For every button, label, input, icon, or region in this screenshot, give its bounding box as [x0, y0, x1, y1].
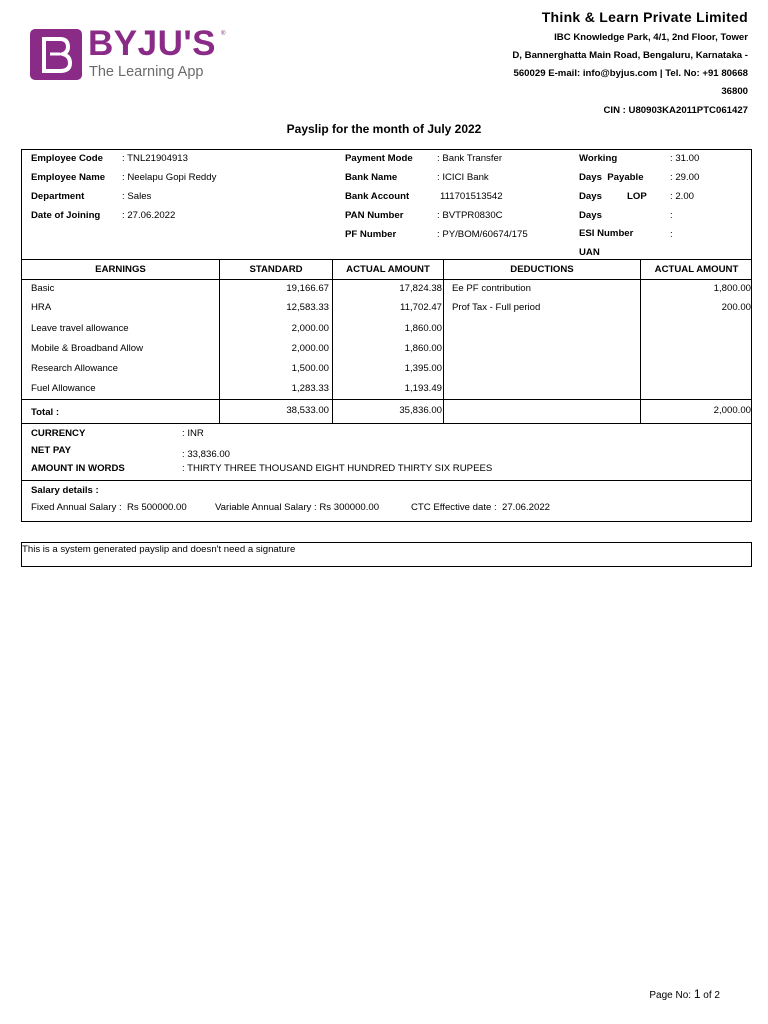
earning-name: Leave travel allowance [31, 323, 129, 334]
pan-value: : BVTPR0830C [437, 210, 503, 221]
currency-value: : INR [182, 428, 204, 439]
total-divider [22, 399, 751, 400]
page-number-current: 1 [693, 987, 701, 1001]
pf-label: PF Number [345, 229, 397, 240]
total-label: Total : [31, 407, 60, 418]
header-earnings: EARNINGS [95, 264, 146, 275]
employee-name-value: : Neelapu Gopi Reddy [122, 172, 217, 183]
employee-name-label: Employee Name [31, 172, 106, 183]
header-divider [22, 279, 751, 280]
salary-details-heading: Salary details : [31, 485, 99, 496]
page-number [649, 987, 720, 1001]
company-cin: CIN : U80903KA2011PTC061427 [603, 105, 748, 116]
logo-trademark: ® [221, 31, 226, 37]
employee-info-box [21, 149, 752, 260]
salary-details-box [21, 480, 752, 522]
earning-name: Mobile & Broadband Allow [31, 343, 143, 354]
bank-name-value: : ICICI Bank [437, 172, 489, 183]
bank-account-label: Bank Account [345, 191, 410, 202]
earning-actual: 1,860.00 [404, 343, 442, 354]
earning-standard: 2,000.00 [291, 323, 329, 334]
byjus-logo-mark-icon [30, 29, 82, 80]
company-name: Think & Learn Private Limited [541, 9, 748, 25]
lop-value: : 2.00 [670, 191, 695, 202]
fixed-annual-salary: Fixed Annual Salary : Rs 500000.00 [31, 502, 187, 513]
employee-code-value: : TNL21904913 [122, 153, 188, 164]
earning-standard: 1,500.00 [291, 363, 329, 374]
earning-actual: 11,702.47 [400, 302, 442, 313]
earning-standard: 12,583.33 [286, 302, 329, 313]
net-pay-box [21, 423, 752, 481]
company-info [448, 8, 748, 120]
system-generated-note: This is a system generated payslip and doesn't need a signature [22, 544, 296, 555]
address-line: IBC Knowledge Park, 4/1, 2nd Floor, Tower [554, 32, 748, 43]
esi-label: ESI Number [579, 228, 634, 239]
amount-in-words-label: AMOUNT IN WORDS [31, 463, 125, 474]
system-generated-note-box [21, 542, 752, 567]
variable-annual-salary: Variable Annual Salary : Rs 300000.00 [215, 502, 380, 513]
earning-actual: 1,395.00 [404, 363, 442, 374]
bank-name-label: Bank Name [345, 172, 398, 183]
earning-standard: 1,283.33 [291, 383, 329, 394]
payslip-title: Payslip for the month of July 2022 [286, 122, 482, 136]
working-value: : 31.00 [670, 153, 700, 164]
doj-label: Date of Joining [31, 210, 101, 221]
address-line: D, Bannerghatta Main Road, Bengaluru, Karnataka - [512, 50, 748, 61]
earning-name: Fuel Allowance [31, 383, 96, 394]
page-number-prefix: Page No: [649, 990, 694, 1001]
logo-brand-text: BYJU'S [88, 24, 217, 63]
earning-standard: 19,166.67 [286, 283, 329, 294]
amount-in-words-value: : THIRTY THREE THOUSAND EIGHT HUNDRED THIRTY SIX RUPEES [182, 463, 493, 474]
earnings-deductions-table [21, 259, 752, 424]
deduction-name: Prof Tax - Full period [452, 302, 541, 313]
pan-label: PAN Number [345, 210, 404, 221]
total-standard: 38,533.00 [286, 405, 329, 416]
net-pay-value: : 33,836.00 [182, 449, 231, 460]
earning-actual: 1,193.49 [404, 383, 442, 394]
byjus-logo [30, 24, 230, 84]
deduction-amount: 200.00 [721, 302, 751, 313]
lop-days-label: Days [579, 210, 602, 221]
lop-days-value: : [670, 210, 673, 221]
ctc-effective-date: CTC Effective date : 27.06.2022 [411, 502, 551, 513]
days-payable-label: Days Payable [579, 172, 644, 183]
days-label: Days [579, 191, 602, 202]
earning-name: Research Allowance [31, 363, 118, 374]
address-line: 560029 E-mail: info@byjus.com | Tel. No: +91 80668 [513, 68, 748, 79]
uan-label: UAN [579, 247, 600, 258]
page-number-suffix: of 2 [700, 990, 720, 1001]
header-deduction-amount: ACTUAL AMOUNT [654, 264, 739, 275]
header-standard: STANDARD [249, 264, 303, 275]
lop-label: LOP [627, 191, 647, 202]
working-label: Working [579, 153, 618, 164]
bank-account-value: 111701513542 [440, 191, 503, 202]
department-label: Department [31, 191, 85, 202]
doj-value: : 27.06.2022 [122, 210, 176, 221]
net-pay-label: NET PAY [31, 445, 71, 456]
payment-mode-value: : Bank Transfer [437, 153, 503, 164]
days-payable-value: : 29.00 [670, 172, 700, 183]
company-address [448, 29, 748, 101]
esi-value: : [670, 229, 673, 240]
header-actual-amount: ACTUAL AMOUNT [346, 264, 430, 275]
deduction-name: Ee PF contribution [452, 283, 531, 294]
address-line: 36800 [721, 86, 748, 97]
earning-standard: 2,000.00 [291, 343, 329, 354]
total-actual: 35,836.00 [399, 405, 442, 416]
currency-label: CURRENCY [31, 428, 86, 439]
logo-tagline: The Learning App [89, 64, 204, 80]
header-deductions: DEDUCTIONS [510, 264, 574, 275]
employee-code-label: Employee Code [31, 153, 103, 164]
total-deductions: 2,000.00 [713, 405, 751, 416]
pf-value: : PY/BOM/60674/175 [437, 229, 528, 240]
earning-actual: 1,860.00 [404, 323, 442, 334]
deduction-amount: 1,800.00 [713, 283, 751, 294]
payment-mode-label: Payment Mode [345, 153, 413, 164]
earning-name: Basic [31, 283, 55, 294]
earning-actual: 17,824.38 [399, 283, 442, 294]
earning-name: HRA [31, 302, 52, 313]
department-value: : Sales [122, 191, 152, 202]
